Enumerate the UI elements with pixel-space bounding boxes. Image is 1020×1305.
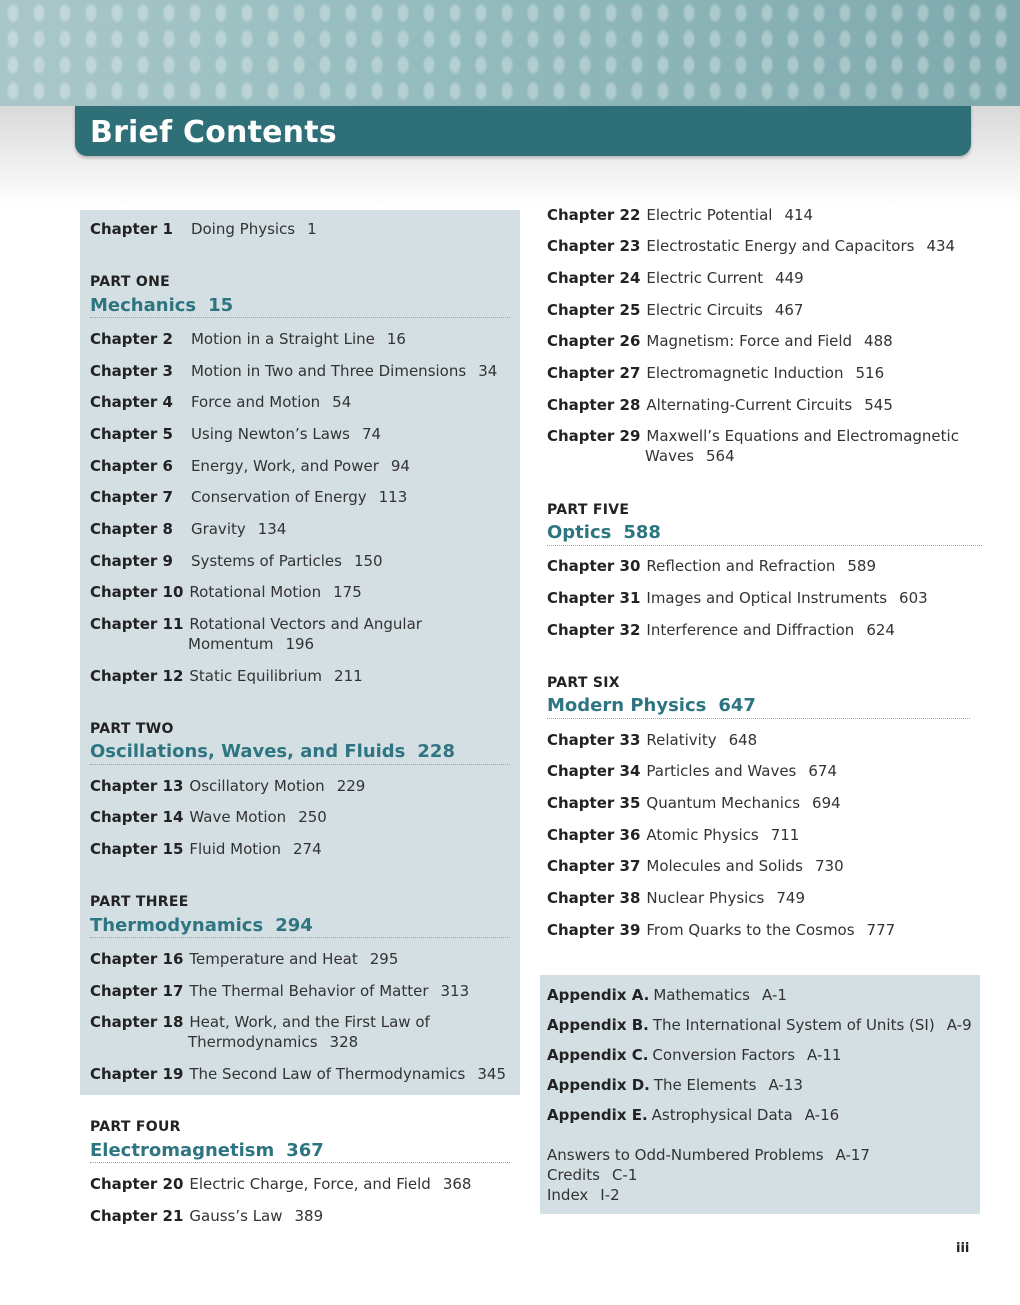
page-number: 516 xyxy=(855,364,885,382)
chapter-title: Force and Motion xyxy=(190,393,321,411)
toc-entry-chapter-3[interactable] xyxy=(90,361,497,381)
toc-entry-chapter-18-continued[interactable] xyxy=(188,1032,358,1052)
chapter-title: Molecules and Solids xyxy=(646,857,803,875)
chapter-title: Maxwell’s Equations and Electromagnetic xyxy=(646,427,959,445)
chapter-label: Chapter 19 xyxy=(90,1065,184,1083)
chapter-title: Electromagnetic Induction xyxy=(646,364,844,382)
dotted-divider xyxy=(90,937,510,938)
chapter-label: Chapter 11 xyxy=(90,615,184,633)
chapter-label: Chapter 9 xyxy=(90,552,173,570)
chapter-title: Temperature and Heat xyxy=(189,950,358,968)
toc-entry-chapter-24[interactable] xyxy=(547,268,804,288)
page-number: 74 xyxy=(361,425,382,443)
chapter-title: Relativity xyxy=(646,731,717,749)
chapter-title: Alternating-Current Circuits xyxy=(646,396,853,414)
toc-entry-chapter-7[interactable] xyxy=(90,487,407,507)
appendix-label: Appendix C. xyxy=(547,1046,649,1064)
page-number: 414 xyxy=(784,206,814,224)
chapter-title: Motion in a Straight Line xyxy=(190,330,375,348)
toc-entry-chapter-35[interactable] xyxy=(547,793,841,813)
chapter-title: Energy, Work, and Power xyxy=(190,457,379,475)
toc-entry-chapter-29-continued[interactable] xyxy=(645,446,735,466)
toc-entry-chapter-23[interactable] xyxy=(547,236,955,256)
part-title-text: Optics xyxy=(547,522,612,543)
chapter-label: Chapter 15 xyxy=(90,840,184,858)
toc-entry-chapter-29[interactable] xyxy=(547,426,959,446)
toc-entry-chapter-1[interactable] xyxy=(90,219,317,239)
page-number: 730 xyxy=(815,857,844,875)
chapter-label: Chapter 34 xyxy=(547,762,641,780)
page-number: 134 xyxy=(257,520,287,538)
part-title-text: Modern Physics xyxy=(547,695,707,716)
backmatter-entry-answers[interactable] xyxy=(547,1145,870,1165)
toc-entry-chapter-19[interactable] xyxy=(90,1064,506,1084)
chapter-label: Chapter 28 xyxy=(547,396,641,414)
page-number: 588 xyxy=(623,522,661,543)
appendix-entry-a[interactable] xyxy=(547,985,787,1005)
chapter-title: The Thermal Behavior of Matter xyxy=(189,982,429,1000)
toc-entry-chapter-27[interactable] xyxy=(547,363,884,383)
chapter-label: Chapter 13 xyxy=(90,777,184,795)
toc-entry-chapter-13[interactable] xyxy=(90,776,365,796)
page-number: 229 xyxy=(336,777,366,795)
toc-entry-chapter-6[interactable] xyxy=(90,456,410,476)
toc-entry-chapter-33[interactable] xyxy=(547,730,757,750)
toc-entry-chapter-11-continued[interactable] xyxy=(188,634,314,654)
part-title-text: Thermodynamics xyxy=(90,915,264,936)
page-number: A-1 xyxy=(761,986,787,1004)
page-folio: iii xyxy=(956,1241,970,1256)
page-number: 54 xyxy=(332,393,352,411)
toc-entry-chapter-34[interactable] xyxy=(547,761,837,781)
page-number: 603 xyxy=(899,589,928,607)
part-label: PART FOUR xyxy=(90,1119,181,1135)
page-number: 294 xyxy=(275,915,313,936)
chapter-label: Chapter 2 xyxy=(90,330,173,348)
page-number: 749 xyxy=(776,889,806,907)
page-number: 624 xyxy=(866,621,895,639)
appendix-entry-c[interactable] xyxy=(547,1045,841,1065)
toc-entry-chapter-25[interactable] xyxy=(547,300,803,320)
appendix-entry-e[interactable] xyxy=(547,1105,839,1125)
page-number: 488 xyxy=(864,332,893,350)
part-title-electromagnetism[interactable] xyxy=(90,1140,324,1161)
chapter-label: Chapter 26 xyxy=(547,332,641,350)
backmatter-entry-credits[interactable] xyxy=(547,1165,637,1185)
backmatter-entry-index[interactable] xyxy=(547,1185,620,1205)
chapter-label: Chapter 17 xyxy=(90,982,184,1000)
chapter-label: Chapter 39 xyxy=(547,921,641,939)
chapter-title: Motion in Two and Three Dimensions xyxy=(190,362,467,380)
part-title-mechanics[interactable] xyxy=(90,295,233,316)
chapter-title: Conservation of Energy xyxy=(190,488,367,506)
chapter-title: Systems of Particles xyxy=(190,552,342,570)
part-title-text: Mechanics xyxy=(90,295,197,316)
appendix-label: Appendix A. xyxy=(547,986,650,1004)
chapter-title: Quantum Mechanics xyxy=(646,794,801,812)
chapter-title-continued: Momentum xyxy=(188,635,274,653)
toc-entry-chapter-18[interactable] xyxy=(90,1012,430,1032)
page-number: 368 xyxy=(442,1175,472,1193)
part-title-text: Electromagnetism xyxy=(90,1140,275,1161)
chapter-title: Static Equilibrium xyxy=(189,667,323,685)
backmatter-title: Index xyxy=(547,1186,589,1204)
page-number: 113 xyxy=(378,488,408,506)
dotted-divider xyxy=(90,1162,510,1163)
chapter-label: Chapter 37 xyxy=(547,857,641,875)
dotted-divider xyxy=(90,764,510,765)
chapter-label: Chapter 5 xyxy=(90,425,173,443)
appendix-label: Appendix B. xyxy=(547,1016,649,1034)
part-title-optics[interactable] xyxy=(547,522,661,543)
chapter-title: Wave Motion xyxy=(189,808,287,826)
part-label: PART THREE xyxy=(90,894,189,910)
appendix-entry-d[interactable] xyxy=(547,1075,803,1095)
toc-entry-chapter-32[interactable] xyxy=(547,620,895,640)
page-number: 545 xyxy=(864,396,893,414)
chapter-title: Images and Optical Instruments xyxy=(646,589,888,607)
chapter-label: Chapter 31 xyxy=(547,589,641,607)
chapter-title: Doing Physics xyxy=(190,220,296,238)
appendix-label: Appendix E. xyxy=(547,1106,648,1124)
chapter-label: Chapter 36 xyxy=(547,826,641,844)
chapter-label: Chapter 20 xyxy=(90,1175,184,1193)
chapter-title: Heat, Work, and the First Law of xyxy=(189,1013,430,1031)
chapter-label: Chapter 10 xyxy=(90,583,184,601)
page-number: 694 xyxy=(812,794,841,812)
page-number: A-13 xyxy=(768,1076,803,1094)
page-number: 449 xyxy=(775,269,804,287)
toc-entry-chapter-16[interactable] xyxy=(90,949,398,969)
toc-entry-chapter-28[interactable] xyxy=(547,395,893,415)
chapter-label: Chapter 14 xyxy=(90,808,184,826)
chapter-title: Electrostatic Energy and Capacitors xyxy=(646,237,915,255)
toc-entry-chapter-36[interactable] xyxy=(547,825,799,845)
chapter-title: Electric Current xyxy=(646,269,764,287)
chapter-title: Magnetism: Force and Field xyxy=(646,332,853,350)
title-bar xyxy=(75,106,971,156)
chapter-title: Using Newton’s Laws xyxy=(190,425,350,443)
toc-entry-chapter-2[interactable] xyxy=(90,329,406,349)
part-label: PART ONE xyxy=(90,274,170,290)
backmatter-title: Credits xyxy=(547,1166,600,1184)
chapter-label: Chapter 24 xyxy=(547,269,641,287)
page-number: 674 xyxy=(808,762,838,780)
page-number: A-9 xyxy=(946,1016,972,1034)
dotted-divider xyxy=(547,718,970,719)
chapter-label: Chapter 35 xyxy=(547,794,641,812)
appendix-title: Conversion Factors xyxy=(652,1046,796,1064)
chapter-title: Electric Circuits xyxy=(646,301,763,319)
appendix-label: Appendix D. xyxy=(547,1076,650,1094)
chapter-label: Chapter 18 xyxy=(90,1013,184,1031)
page-number: 434 xyxy=(926,237,956,255)
page-number: 313 xyxy=(440,982,470,1000)
chapter-label: Chapter 12 xyxy=(90,667,184,685)
chapter-label: Chapter 3 xyxy=(90,362,173,380)
part-label: PART FIVE xyxy=(547,502,630,518)
dotted-divider xyxy=(90,317,510,318)
chapter-label: Chapter 30 xyxy=(547,557,641,575)
toc-entry-chapter-12[interactable] xyxy=(90,666,363,686)
chapter-label: Chapter 4 xyxy=(90,393,173,411)
page-number: 328 xyxy=(329,1033,359,1051)
toc-entry-chapter-31[interactable] xyxy=(547,588,928,608)
chapter-label: Chapter 33 xyxy=(547,731,641,749)
part-title-modern-physics[interactable] xyxy=(547,695,756,716)
chapter-title: From Quarks to the Cosmos xyxy=(646,921,855,939)
toc-entry-chapter-8[interactable] xyxy=(90,519,286,539)
chapter-title: Reflection and Refraction xyxy=(646,557,836,575)
chapter-label: Chapter 25 xyxy=(547,301,641,319)
toc-entry-chapter-37[interactable] xyxy=(547,856,844,876)
chapter-label: Chapter 23 xyxy=(547,237,641,255)
chapter-title: Gravity xyxy=(190,520,246,538)
toc-entry-chapter-4[interactable] xyxy=(90,392,351,412)
decorative-header-banner xyxy=(0,0,1020,106)
toc-entry-chapter-5[interactable] xyxy=(90,424,381,444)
chapter-title: Particles and Waves xyxy=(646,762,797,780)
toc-entry-chapter-17[interactable] xyxy=(90,981,469,1001)
chapter-label: Chapter 7 xyxy=(90,488,173,506)
chapter-title: Interference and Diffraction xyxy=(646,621,855,639)
page-number: 211 xyxy=(334,667,363,685)
page-number: 175 xyxy=(333,583,362,601)
page-number: C-1 xyxy=(611,1166,638,1184)
page-number: 150 xyxy=(353,552,383,570)
page-number: 648 xyxy=(728,731,758,749)
page-number: 647 xyxy=(718,695,756,716)
dotted-divider xyxy=(547,545,982,546)
chapter-title: Rotational Motion xyxy=(189,583,322,601)
page-number: I-2 xyxy=(600,1186,620,1204)
page-number: 777 xyxy=(866,921,896,939)
part-label: PART TWO xyxy=(90,721,174,737)
page-number: A-17 xyxy=(835,1146,870,1164)
page-number: 367 xyxy=(286,1140,324,1161)
chapter-title: Nuclear Physics xyxy=(646,889,765,907)
page-number: A-16 xyxy=(804,1106,840,1124)
page-number: 389 xyxy=(294,1207,324,1225)
toc-entry-chapter-14[interactable] xyxy=(90,807,327,827)
part-title-text: Oscillations, Waves, and Fluids xyxy=(90,741,406,762)
toc-entry-chapter-22[interactable] xyxy=(547,205,813,225)
appendix-title: The International System of Units (SI) xyxy=(652,1016,935,1034)
part-title-thermodynamics[interactable] xyxy=(90,915,313,936)
page-number: 250 xyxy=(298,808,327,826)
chapter-label: Chapter 29 xyxy=(547,427,641,445)
page-number: 196 xyxy=(285,635,315,653)
appendix-title: Mathematics xyxy=(653,986,750,1004)
backmatter-title: Answers to Odd-Numbered Problems xyxy=(547,1146,824,1164)
page-number: 228 xyxy=(417,741,455,762)
chapter-title: Fluid Motion xyxy=(189,840,282,858)
toc-entry-chapter-30[interactable] xyxy=(547,556,876,576)
chapter-label: Chapter 16 xyxy=(90,950,184,968)
chapter-label: Chapter 38 xyxy=(547,889,641,907)
chapter-label: Chapter 27 xyxy=(547,364,641,382)
chapter-title: Oscillatory Motion xyxy=(189,777,325,795)
toc-entry-chapter-15[interactable] xyxy=(90,839,322,859)
page-number: 345 xyxy=(477,1065,507,1083)
appendix-title: The Elements xyxy=(653,1076,757,1094)
toc-entry-chapter-26[interactable] xyxy=(547,331,893,351)
chapter-label: Chapter 32 xyxy=(547,621,641,639)
toc-entry-chapter-11[interactable] xyxy=(90,614,422,634)
page-number: 16 xyxy=(386,330,406,348)
page-number: 564 xyxy=(705,447,735,465)
page-number: 274 xyxy=(293,840,322,858)
appendix-title: Astrophysical Data xyxy=(651,1106,793,1124)
page-number: 34 xyxy=(478,362,498,380)
page-number: 295 xyxy=(369,950,399,968)
toc-entry-chapter-38[interactable] xyxy=(547,888,805,908)
chapter-title-continued: Thermodynamics xyxy=(188,1033,318,1051)
chapter-title: Electric Potential xyxy=(646,206,773,224)
page-number: 15 xyxy=(208,295,234,316)
page-number: 711 xyxy=(770,826,800,844)
chapter-label: Chapter 21 xyxy=(90,1207,184,1225)
chapter-label: Chapter 8 xyxy=(90,520,173,538)
toc-entry-chapter-9[interactable] xyxy=(90,551,383,571)
chapter-label: Chapter 6 xyxy=(90,457,173,475)
page-number: 1 xyxy=(307,220,317,238)
toc-entry-chapter-10[interactable] xyxy=(90,582,362,602)
appendix-entry-b[interactable] xyxy=(547,1015,972,1035)
part-label: PART SIX xyxy=(547,675,620,691)
page-number: 467 xyxy=(774,301,804,319)
page-title: Brief Contents xyxy=(90,115,337,150)
chapter-title-continued: Waves xyxy=(645,447,694,465)
toc-entry-chapter-20[interactable] xyxy=(90,1174,471,1194)
page-number: 589 xyxy=(847,557,877,575)
toc-entry-chapter-21[interactable] xyxy=(90,1206,323,1226)
toc-entry-chapter-39[interactable] xyxy=(547,920,895,940)
page-number: A-11 xyxy=(807,1046,842,1064)
page-number: 94 xyxy=(390,457,410,475)
chapter-title: Electric Charge, Force, and Field xyxy=(189,1175,431,1193)
chapter-title: The Second Law of Thermodynamics xyxy=(189,1065,466,1083)
part-title-oscillations[interactable] xyxy=(90,741,455,762)
chapter-label: Chapter 1 xyxy=(90,220,173,238)
chapter-title: Atomic Physics xyxy=(646,826,759,844)
chapter-title: Gauss’s Law xyxy=(189,1207,283,1225)
chapter-label: Chapter 22 xyxy=(547,206,641,224)
chapter-title: Rotational Vectors and Angular xyxy=(189,615,422,633)
